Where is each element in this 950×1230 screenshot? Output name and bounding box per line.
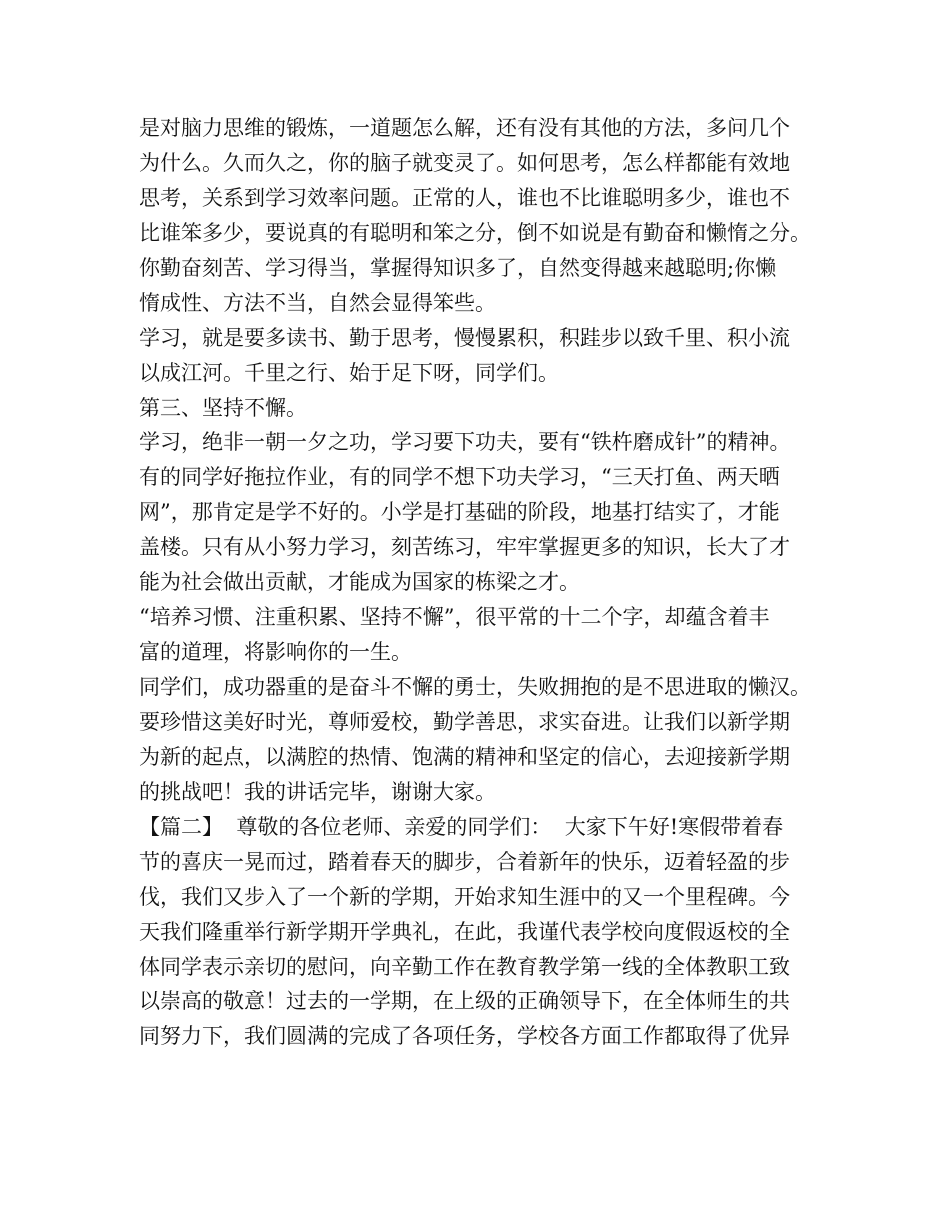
text-line: 天我们隆重举行新学期开学典礼，在此，我谨代表学校向度假返校的全	[139, 919, 790, 944]
text-line: “培养习惯、注重积累、坚持不懈”，很平常的十二个字，却蕴含着丰	[139, 605, 770, 630]
text-line: 学习，就是要多读书、勤于思考，慢慢累积，积跬步以致千里、积小流	[139, 325, 790, 350]
text-line: 同学们，成功器重的是奋斗不懈的勇士，失败拥抱的是不思进取的懒汉。	[139, 675, 811, 699]
text-line: 以崇高的敬意！过去的一学期，在上级的正确领导下，在全体师生的共	[139, 989, 790, 1014]
text-line: 要珍惜这美好时光，尊师爱校，勤学善思，求实奋进。让我们以新学期	[139, 709, 790, 734]
section-heading-line: 【篇二】 尊敬的各位老师、亲爱的同学们： 大家下午好!寒假带着春	[139, 814, 784, 839]
text-line: 以成江河。千里之行、始于足下呀，同学们。	[139, 360, 559, 385]
text-line: 体同学表示亲切的慰问，向辛勤工作在教育教学第一线的全体教职工致	[139, 954, 790, 979]
text-line: 为什么。久而久之，你的脑子就变灵了。如何思考，怎么样都能有效地	[139, 150, 790, 175]
section-heading: 第三、坚持不懈。	[139, 395, 307, 420]
text-line: 伐，我们又步入了一个新的学期，开始求知生涯中的又一个里程碑。今	[139, 884, 790, 909]
text-line: 比谁笨多少，要说真的有聪明和笨之分，倒不如说是有勤奋和懒惰之分。	[139, 220, 811, 245]
text-line: 盖楼。只有从小努力学习，刻苦练习，牢牢掌握更多的知识，长大了才	[139, 535, 790, 560]
text-line: 思考，关系到学习效率问题。正常的人，谁也不比谁聪明多少，谁也不	[139, 185, 790, 210]
text-line: 的挑战吧！我的讲话完毕，谢谢大家。	[139, 779, 496, 804]
text-line: 节的喜庆一晃而过，踏着春天的脚步，合着新年的快乐，迈着轻盈的步	[139, 849, 790, 874]
text-line: 学习，绝非一朝一夕之功，学习要下功夫，要有“铁杵磨成针”的精神。	[139, 430, 791, 455]
document-body	[139, 111, 829, 1054]
text-line: 能为社会做出贡献，才能成为国家的栋梁之才。	[139, 570, 580, 595]
text-line: 为新的起点，以满腔的热情、饱满的精神和坚定的信心，去迎接新学期	[139, 744, 790, 769]
text-line: 有的同学好拖拉作业，有的同学不想下功夫学习，“三天打鱼、两天晒	[139, 465, 780, 490]
text-line: 富的道理，将影响你的一生。	[139, 640, 412, 665]
text-line: 是对脑力思维的锻炼，一道题怎么解，还有没有其他的方法，多问几个	[139, 116, 790, 140]
text-line: 同努力下，我们圆满的完成了各项任务，学校各方面工作都取得了优异	[139, 1024, 790, 1049]
text-line: 你勤奋刻苦、学习得当，掌握得知识多了，自然变得越来越聪明;你懒	[139, 255, 777, 280]
text-line: 惰成性、方法不当，自然会显得笨些。	[139, 290, 496, 315]
text-line: 网”，那肯定是学不好的。小学是打基础的阶段，地基打结实了，才能	[139, 500, 780, 525]
